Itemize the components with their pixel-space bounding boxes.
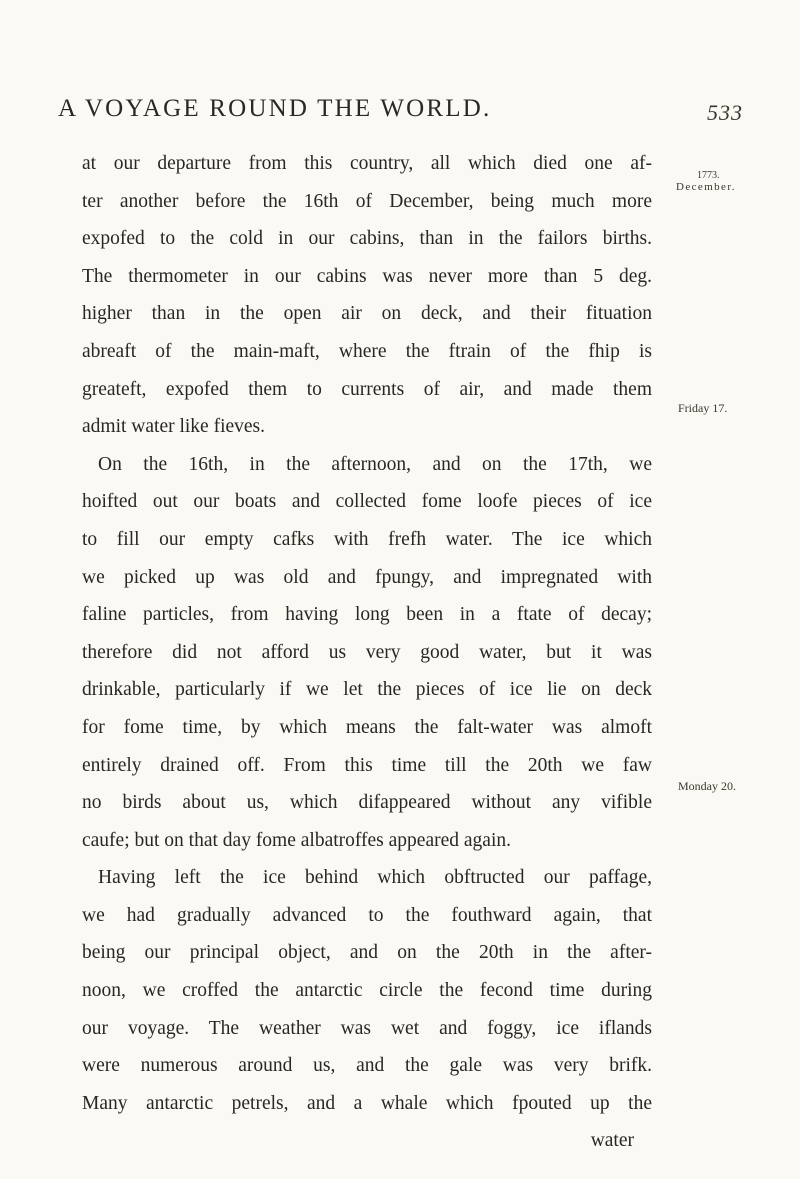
text-line: hoifted out our boats and collected fome loofe pieces of ice bbox=[82, 491, 652, 513]
margin-note-year: 1773. bbox=[697, 170, 720, 181]
margin-note-friday: Friday 17. bbox=[678, 401, 728, 415]
text-line: higher than in the open air on deck, and their fituation bbox=[82, 303, 652, 325]
text-line: admit water like fieves. bbox=[82, 416, 266, 438]
text-line: therefore did not afford us very good water, but it was bbox=[82, 641, 652, 663]
text-line: greateft, expofed them to currents of air, and made them bbox=[82, 378, 652, 400]
running-title: A VOYAGE ROUND THE WORLD. bbox=[58, 95, 492, 122]
text-line: ter another before the 16th of December, being much more bbox=[82, 190, 652, 212]
text-line: we picked up was old and fpungy, and impregnated with bbox=[82, 566, 652, 588]
page-number: 533 bbox=[707, 100, 743, 125]
text-line: Having left the ice behind which obftructed our paffage, bbox=[98, 867, 652, 889]
text-line: at our departure from this country, all which died one af- bbox=[82, 153, 652, 174]
text-line: expofed to the cold in our cabins, than in the failors births. bbox=[82, 228, 652, 250]
text-line: abreaft of the main-maft, where the ftrain of the fhip is bbox=[82, 340, 652, 362]
text-line: The thermometer in our cabins was never more than 5 deg. bbox=[82, 265, 652, 287]
text-line: noon, we croffed the antarctic circle the fecond time during bbox=[82, 980, 652, 1002]
text-line: no birds about us, which difappeared without any vifible bbox=[82, 792, 652, 814]
catchword: water bbox=[590, 1130, 634, 1152]
text-line: were numerous around us, and the gale was very brifk. bbox=[82, 1055, 652, 1077]
text-line: we had gradually advanced to the fouthward again, that bbox=[82, 904, 652, 926]
text-line: our voyage. The weather was wet and foggy, ice iflands bbox=[82, 1017, 652, 1039]
margin-note-month: December. bbox=[676, 181, 736, 193]
body-text bbox=[82, 145, 652, 1160]
text-line: entirely drained off. From this time till the 20th we faw bbox=[82, 754, 652, 776]
text-line: caufe; but on that day fome albatroffes appeared again. bbox=[82, 829, 511, 851]
text-line: faline particles, from having long been in a ftate of decay; bbox=[82, 604, 652, 626]
text-line: being our principal object, and on the 20th in the after- bbox=[82, 942, 652, 964]
text-line: Many antarctic petrels, and a whale which fpouted up the bbox=[82, 1092, 652, 1114]
text-line: drinkable, particularly if we let the pieces of ice lie on deck bbox=[82, 679, 652, 701]
text-line: On the 16th, in the afternoon, and on the 17th, we bbox=[98, 453, 652, 475]
text-line: to fill our empty cafks with frefh water. The ice which bbox=[82, 528, 652, 550]
text-line: for fome time, by which means the falt-water was almoft bbox=[82, 716, 652, 738]
margin-note-monday: Monday 20. bbox=[678, 779, 736, 793]
